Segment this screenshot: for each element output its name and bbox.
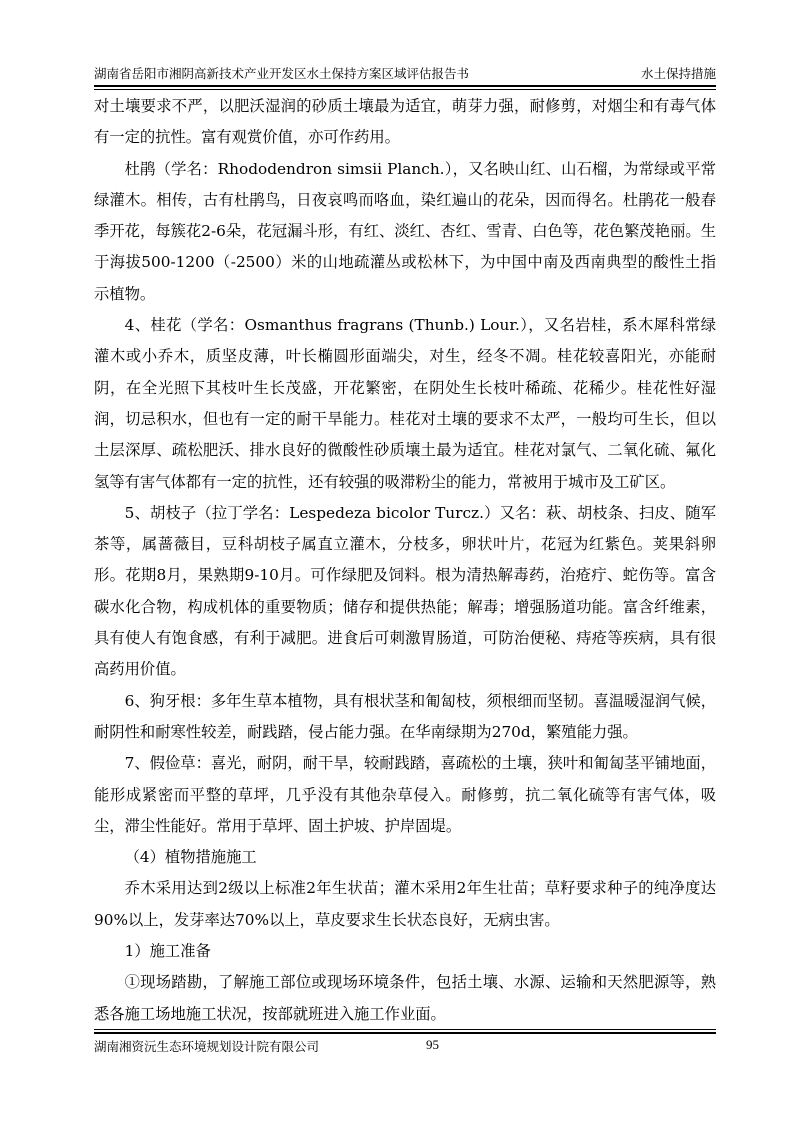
subsection-heading: 1）施工准备 bbox=[124, 942, 211, 961]
paragraph: 对土壤要求不严，以肥沃湿润的砂质土壤最为适宜，萌芽力强，耐修剪，对烟尘和有毒气体有一定的抗性。富有观赏价值，亦可作药用。 bbox=[94, 97, 716, 147]
paragraph: 6、狗牙根：多年生草本植物，具有根状茎和匍匐枝，须根细而坚韧。喜温暖湿润气候，耐阴性和耐寒性较差，耐践踏，侵占能力强。在华南绿期为270d，繁殖能力强。 bbox=[94, 691, 716, 741]
paragraph: 4、桂花（学名：Osmanthus fragrans (Thunb.) Lour.），又名岩桂，系木犀科常绿灌木或小乔木，质坚皮薄，叶长椭圆形面端尖，对生，经冬不凋。桂花较喜阳光，亦能耐阴，在全光照下其枝叶生长茂盛，开花繁密，在阴处生长枝叶稀疏、花稀少。桂花性好湿润，切忌积水，但也有一定的耐干旱能力。桂花对土壤的要求不太严，一般均可生长，但以土层深厚、疏松肥沃、排水良好的微酸性砂质壤土最为适宜。桂花对氯气、二氧化硫、氟化氢等有害气体都有一定的抗性，还有较强的吸滞粉尘的能力，常被用于城市及工矿区。 bbox=[94, 316, 716, 491]
page-footer bbox=[94, 1037, 716, 1055]
paragraph: 乔木采用达到2级以上标准2年生状苗；灌木采用2年生壮苗；草籽要求种子的纯净度达90%以上，发芽率达70%以上，草皮要求生长状态良好，无病虫害。 bbox=[94, 879, 716, 929]
footer-company: 湖南湘资沅生态环境规划设计院有限公司 bbox=[94, 1039, 320, 1054]
section-heading: （4）植物措施施工 bbox=[124, 848, 257, 867]
body-text bbox=[94, 91, 716, 1030]
header-rule-thin bbox=[94, 89, 716, 90]
paragraph: 5、胡枝子（拉丁学名：Lespedeza bicolor Turcz.）又名：萩、胡枝条、扫皮、随军茶等，属蔷薇目，豆科胡枝子属直立灌木，分枝多，卵状叶片，花冠为红紫色。荚果斜卵形。花期8月，果熟期9-10月。可作绿肥及饲料。根为清热解毒药，治疮疔、蛇伤等。富含碳水化合物，构成机体的重要物质；储存和提供热能；解毒；增强肠道功能。富含纤维素，具有使人有饱食感，有利于减肥。进食后可刺激胃肠道，可防治便秘、痔疮等疾病，具有很高药用价值。 bbox=[94, 503, 716, 679]
page-header bbox=[94, 64, 716, 82]
header-section: 水土保持措施 bbox=[640, 66, 716, 81]
page-number: 95 bbox=[426, 1037, 439, 1052]
paragraph: 杜鹃（学名：Rhododendron simsii Planch.），又名映山红、山石榴，为常绿或平常绿灌木。相传，古有杜鹃鸟，日夜哀鸣而咯血，染红遍山的花朵，因而得名。杜鹃花一般春季开花，每簇花2-6朵，花冠漏斗形，有红、淡红、杏红、雪青、白色等，花色繁茂艳丽。生于海拔500-1200（-2500）米的山地疏灌丛或松林下，为中国中南及西南典型的酸性土指示植物。 bbox=[94, 159, 716, 303]
header-title: 湖南省岳阳市湘阴高新技术产业开发区水土保持方案区域评估报告书 bbox=[94, 66, 470, 81]
header-rule-thick bbox=[94, 85, 716, 87]
footer-rule-thin bbox=[94, 1029, 716, 1030]
paragraph: ①现场踏勘，了解施工部位或现场环境条件，包括土壤、水源、运输和天然肥源等，熟悉各施工场地施工状况，按部就班进入施工作业面。 bbox=[94, 973, 716, 1023]
paragraph: 7、假俭草：喜光，耐阴，耐干旱，较耐践踏，喜疏松的土壤，狭叶和匍匐茎平铺地面，能形成紧密而平整的草坪，几乎没有其他杂草侵入。耐修剪，抗二氧化硫等有害气体，吸尘，滞尘性能好。常用于草坪、固土护坡、护岸固堤。 bbox=[94, 754, 716, 835]
footer-rule-thick bbox=[94, 1032, 716, 1034]
